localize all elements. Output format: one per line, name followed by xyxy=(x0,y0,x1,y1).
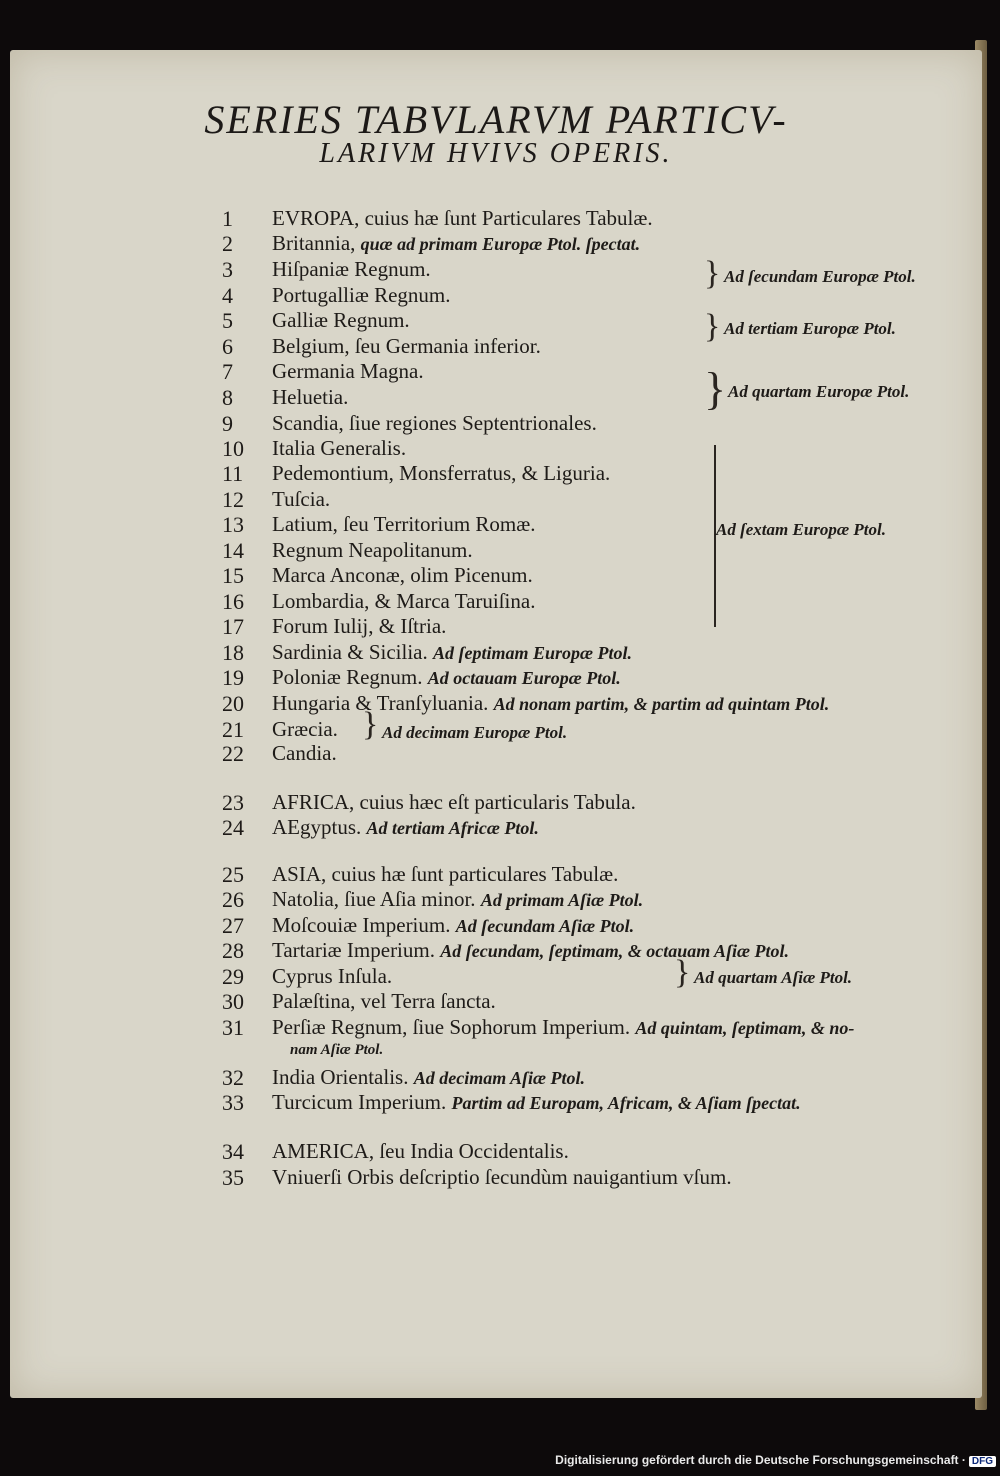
entry-text xyxy=(272,741,337,766)
entry-title: Natolia, ſiue Aſia minor. xyxy=(272,887,476,911)
entry-note: Ad tertiam Africæ Ptol. xyxy=(366,818,539,838)
entry-note: Ad primam Aſiæ Ptol. xyxy=(480,890,644,910)
entry-title: ASIA, cuius hæ ſunt particulares Tabulæ. xyxy=(272,862,619,886)
entry-31-continuation: nam Aſiæ Ptol. xyxy=(290,1042,384,1058)
bracket-note-quartam-europae: Ad quartam Europæ Ptol. xyxy=(728,382,910,401)
entry-title: India Orientalis. xyxy=(272,1065,409,1089)
entry-number: 23 xyxy=(222,790,244,815)
entry-title: EVROPA, cuius hæ ſunt Particulares Tabulæ. xyxy=(272,206,653,230)
entry-number: 4 xyxy=(222,283,233,308)
dfg-logo: DFG xyxy=(969,1456,996,1467)
digitization-footer xyxy=(0,1453,996,1467)
entry-number: 1 xyxy=(222,206,233,231)
entry-title: Lombardia, & Marca Taruiſina. xyxy=(272,589,536,613)
entry-number: 7 xyxy=(222,359,233,384)
entry-text xyxy=(272,665,621,690)
entry-number: 13 xyxy=(222,512,244,537)
entry-number: 8 xyxy=(222,385,233,410)
entry-title: Cyprus Inſula. xyxy=(272,964,393,988)
entry-number: 14 xyxy=(222,538,244,563)
entry-text xyxy=(272,334,541,359)
entry-title: Marca Anconæ, olim Picenum. xyxy=(272,563,533,587)
entry-title: Perſiæ Regnum, ſiue Sophorum Imperium. xyxy=(272,1015,631,1039)
bracket-note-sextam-europae: Ad ſextam Europæ Ptol. xyxy=(716,520,887,539)
entry-title: Tuſcia. xyxy=(272,487,331,511)
entry-number: 33 xyxy=(222,1090,244,1115)
brace-2-europe: } xyxy=(704,255,721,292)
entry-number: 34 xyxy=(222,1139,244,1164)
entry-text xyxy=(272,790,636,815)
entry-note: Ad octauam Europæ Ptol. xyxy=(427,668,621,688)
entry-number: 5 xyxy=(222,308,233,333)
entry-text xyxy=(272,862,618,887)
entry-number: 35 xyxy=(222,1165,244,1190)
entry-note: Partim ad Europam, Africam, & Aſiam ſpectat. xyxy=(451,1093,801,1113)
entry-text xyxy=(272,1065,585,1090)
entry-title: Sardinia & Sicilia. xyxy=(272,640,428,664)
brace-3-europe: } xyxy=(704,308,721,345)
entry-title: Hiſpaniæ Regnum. xyxy=(272,257,431,281)
entry-number: 9 xyxy=(222,411,233,436)
entry-title: Heluetia. xyxy=(272,385,349,409)
entry-note: Ad ſeptimam Europæ Ptol. xyxy=(432,643,632,663)
entry-number: 17 xyxy=(222,614,244,639)
entry-text xyxy=(272,283,451,308)
entry-title: Palæſtina, vel Terra ſancta. xyxy=(272,989,496,1013)
entry-text xyxy=(272,717,338,742)
entry-number: 32 xyxy=(222,1065,244,1090)
entry-title: AFRICA, cuius hæc eſt particularis Tabula. xyxy=(272,790,636,814)
entry-note: Ad quintam, ſeptimam, & no- xyxy=(635,1018,855,1038)
entry-number: 16 xyxy=(222,589,244,614)
entry-title: Turcicum Imperium. xyxy=(272,1090,447,1114)
entry-text xyxy=(272,989,496,1014)
entry-title: Moſcouiæ Imperium. xyxy=(272,913,451,937)
page-subtitle: LARIVM HVIVS OPERIS. xyxy=(319,138,673,169)
entry-title: Britannia, xyxy=(272,231,356,255)
entry-number: 31 xyxy=(222,1015,244,1040)
entry-text xyxy=(272,206,653,231)
entry-number: 20 xyxy=(222,691,244,716)
entry-text xyxy=(272,1165,732,1190)
bracket-note-secundam-europae: Ad ſecundam Europæ Ptol. xyxy=(724,267,916,286)
entry-title: Regnum Neapolitanum. xyxy=(272,538,473,562)
entry-title: Hungaria & Tranſyluania. xyxy=(272,691,489,715)
bracket-note-quartam-asiae: Ad quartam Aſiæ Ptol. xyxy=(694,968,853,987)
entry-note: Ad decimam Aſiæ Ptol. xyxy=(413,1068,586,1088)
entry-number: 24 xyxy=(222,815,244,840)
entry-text xyxy=(272,815,539,840)
entry-text xyxy=(272,887,643,912)
entry-number: 28 xyxy=(222,938,244,963)
entry-text xyxy=(272,308,410,333)
entry-number: 10 xyxy=(222,436,244,461)
entry-number: 29 xyxy=(222,964,244,989)
entry-number: 2 xyxy=(222,231,233,256)
entry-text xyxy=(272,461,610,486)
entry-text xyxy=(272,231,640,256)
brace-4-asia: } xyxy=(674,954,691,991)
book-page xyxy=(10,50,982,1398)
entry-number: 19 xyxy=(222,665,244,690)
entry-note: Ad nonam partim, & partim ad quintam Ptol. xyxy=(493,694,830,714)
entry-text xyxy=(272,512,536,537)
entry-text xyxy=(272,938,789,963)
entry-title: Græcia. xyxy=(272,717,338,741)
entry-number: 26 xyxy=(222,887,244,912)
entry-title: Italia Generalis. xyxy=(272,436,407,460)
entry-text xyxy=(272,1139,569,1164)
entry-text xyxy=(272,487,330,512)
entry-text xyxy=(272,257,431,282)
entry-number: 15 xyxy=(222,563,244,588)
entry-text xyxy=(272,1015,854,1040)
entry-text xyxy=(272,614,446,639)
footer-text: Digitalisierung gefördert durch die Deutsche Forschungsgemeinschaft · xyxy=(555,1453,966,1467)
entry-title: Scandia, ſiue regiones Septentrionales. xyxy=(272,411,597,435)
entry-text xyxy=(272,538,473,563)
entry-number: 18 xyxy=(222,640,244,665)
entry-note: Ad ſecundam, ſeptimam, & octauam Aſiæ Ptol. xyxy=(440,941,790,961)
entry-text xyxy=(272,691,829,716)
entry-title: Vniuerſi Orbis deſcriptio ſecundùm nauigantium vſum. xyxy=(272,1165,732,1189)
bracket-note-decimam-europae: Ad decimam Europæ Ptol. xyxy=(382,723,568,742)
entry-number: 22 xyxy=(222,741,244,766)
entry-text xyxy=(272,1090,801,1115)
entry-text xyxy=(272,436,406,461)
entry-text xyxy=(272,589,535,614)
bracket-note-tertiam-europae: Ad tertiam Europæ Ptol. xyxy=(724,319,896,338)
entry-title: Portugalliæ Regnum. xyxy=(272,283,451,307)
entry-title: Poloniæ Regnum. xyxy=(272,665,423,689)
entry-number: 12 xyxy=(222,487,244,512)
entry-text xyxy=(272,359,424,384)
entry-text xyxy=(272,640,632,665)
entry-text xyxy=(272,411,597,436)
brace-4-europe: } xyxy=(704,363,727,414)
entry-title: Belgium, ſeu Germania inferior. xyxy=(272,334,541,358)
entry-title: Pedemontium, Monsferratus, & Liguria. xyxy=(272,461,611,485)
entry-number: 11 xyxy=(222,461,244,486)
entry-note: quæ ad primam Europæ Ptol. ſpectat. xyxy=(360,234,641,254)
entry-number: 21 xyxy=(222,717,244,742)
brace-10-europe: } xyxy=(362,706,379,743)
entry-title: Galliæ Regnum. xyxy=(272,308,410,332)
entry-text xyxy=(272,563,533,588)
entry-note: Ad ſecundam Aſiæ Ptol. xyxy=(455,916,635,936)
entry-text xyxy=(272,913,634,938)
entry-number: 3 xyxy=(222,257,233,282)
entry-title: Tartariæ Imperium. xyxy=(272,938,435,962)
entry-title: Candia. xyxy=(272,741,337,765)
entry-title: AMERICA, ſeu India Occidentalis. xyxy=(272,1139,569,1163)
entry-title: Germania Magna. xyxy=(272,359,424,383)
entry-text xyxy=(272,385,348,410)
entry-title: Latium, ſeu Territorium Romæ. xyxy=(272,512,536,536)
entry-title: AEgyptus. xyxy=(272,815,362,839)
entry-number: 6 xyxy=(222,334,233,359)
entry-title: Forum Iulij, & Iſtria. xyxy=(272,614,447,638)
entry-text xyxy=(272,964,392,989)
entry-number: 27 xyxy=(222,913,244,938)
page-title: SERIES TABVLARVM PARTICV- xyxy=(204,97,788,142)
entry-number: 30 xyxy=(222,989,244,1014)
entry-number: 25 xyxy=(222,862,244,887)
